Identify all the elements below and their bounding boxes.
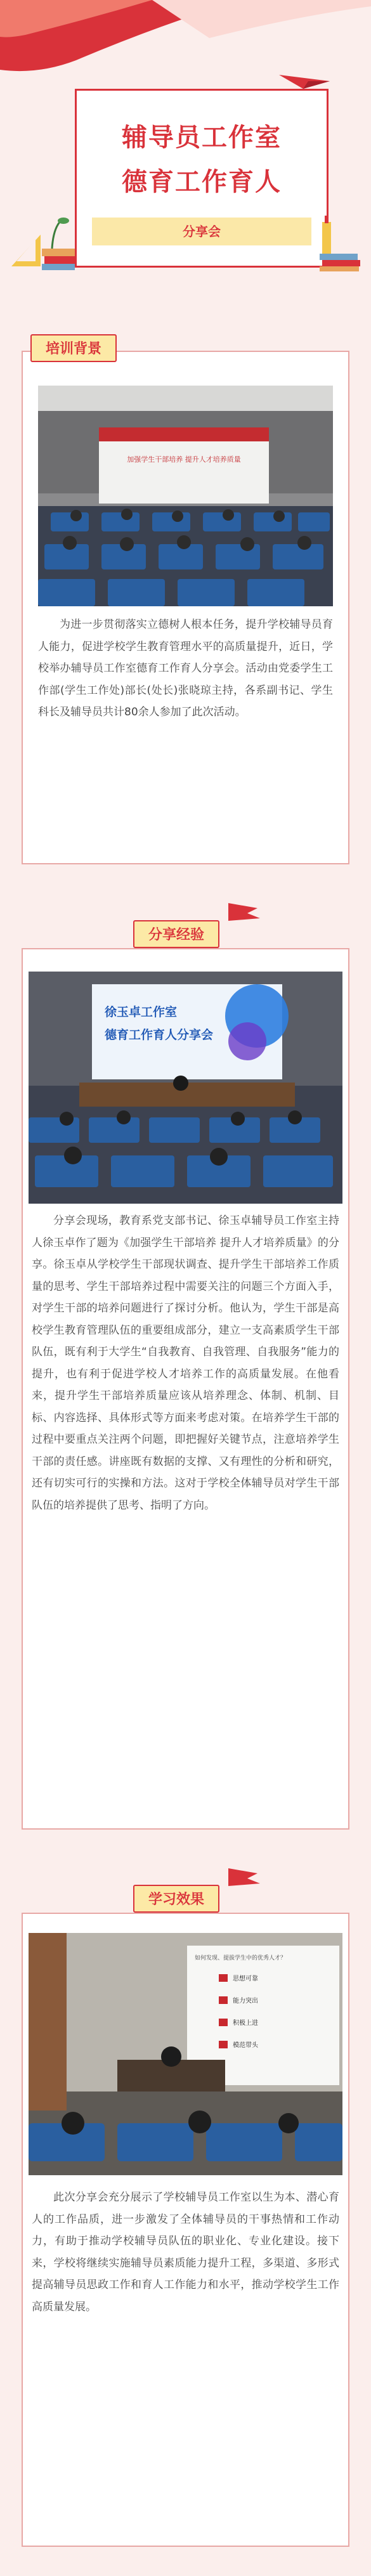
results-flag-icon — [226, 1867, 264, 1895]
lamp-illustration — [316, 209, 371, 273]
section-background-label — [30, 334, 117, 362]
section-background-title: 培训背景 — [46, 341, 102, 357]
books-illustration — [3, 190, 79, 273]
section-background-paragraph: 为进一步贯彻落实立德树人根本任务，提升学校辅导员育人能力，促进学校学生教育管理水平的高质量提升，近日，学校举办辅导员工作室德育工作育人分享会。活动由党委学生工作部(学生工作处)部长(处长)张晓琼主持，各系副书记、学生科长及辅导员共计80余人参加了此次活动。 — [38, 618, 333, 719]
section-results-label — [133, 1885, 219, 1913]
experience-flag-icon — [226, 902, 264, 930]
photo3-screen-item-4: 模范带头 — [233, 2042, 258, 2049]
photo3-screen-item-2: 能力突出 — [233, 1998, 258, 2005]
section-experience-paragraph: 分享会现场，教育系党支部书记、徐玉卓辅导员工作室主持人徐玉卓作了题为《加强学生干部培养 提升人才培养质量》的分享。徐玉卓从学校学生干部现状调查、提升学生干部培养工作质量的思考、学生干部培养过程中需要关注的问题三个方面入手，对学生干部的培养问题进行了探讨分析。他认为，学生干部是高校学生教育管理队伍的重要组成部分，建立一支高素质学生干部队伍，既有利于大学生“自我教育、自我管理、自我服务”能力的提升，也有利于促进学校人才培养工作的高质量发展。在他看来，提升学生干部培养质量应该从培养理念、体制、机制、目标、内容选择、具体形式等方面来考虑对策。在培养学生干部的过程中要重点关注两个问题，即把握好关键节点，注意培养学生干部的责任感。讲座既有数据的支撑、又有理性的分析和研究，还有切实可行的实操和方法。这对于学校全体辅导员对学生干部队伍的培养提供了思考、指明了方向。 — [32, 1214, 339, 1512]
photo2-screen-line1: 徐玉卓工作室 — [105, 1005, 178, 1019]
photo2-screen-line2: 德育工作育人分享会 — [105, 1028, 214, 1042]
meeting-photo-1 — [38, 386, 333, 606]
page-title-line2: 德育工作育人 — [122, 167, 282, 197]
section-results-paragraph: 此次分享会充分展示了学校辅导员工作室以生为本、潜心育人的工作品质，进一步激发了全体辅导员的干事热情和工作动力，有助于推动学校辅导员队伍的职业化、专业化建设。接下来，学校将继续实施辅导员素质能力提升工程，多渠道、多形式提高辅导员思政工作和育人工作能力和水平，推动学校学生工作高质量发展。 — [32, 2191, 339, 2313]
section-experience-text-block — [32, 1210, 339, 1516]
event-tag: 分享会 — [92, 218, 311, 245]
header-decoration — [0, 0, 371, 101]
photo3-screen-item-1: 思想可靠 — [233, 1975, 258, 1982]
section-experience-title: 分享经验 — [148, 927, 205, 943]
photo1-screen-title: 加强学生干部培养 提升人才培养质量 — [127, 455, 241, 464]
section-experience-label — [133, 920, 219, 948]
header-card — [75, 89, 329, 268]
section-results-text-block — [32, 2187, 339, 2318]
meeting-photo-3 — [29, 1933, 342, 2175]
section-results-title: 学习效果 — [148, 1892, 205, 1908]
photo3-screen-item-3: 积极上进 — [233, 2020, 258, 2027]
photo3-screen-header: 如何发现、提拔学生中的优秀人才？ — [195, 1955, 287, 1961]
page-title-line1: 辅导员工作室 — [122, 123, 282, 152]
meeting-photo-2 — [29, 972, 342, 1204]
section-background-text-block — [38, 614, 333, 724]
